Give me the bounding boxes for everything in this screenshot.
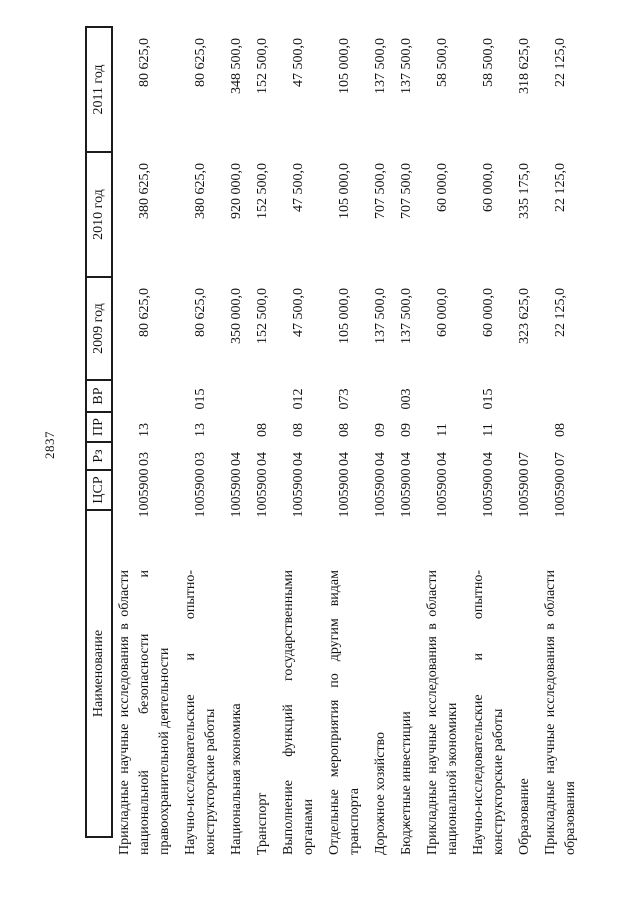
- row-2009-cell: 80 625,0: [193, 288, 208, 337]
- row-csr-cell: 1005900: [517, 468, 532, 518]
- row-vr-cell: 003: [399, 388, 414, 410]
- row-name-cell: Образование: [517, 778, 532, 855]
- row-2011-cell: 80 625,0: [137, 38, 152, 87]
- column-header-pr: ПР: [87, 413, 111, 443]
- row-2011-cell: 137 500,0: [399, 38, 414, 94]
- row-2009-cell: 137 500,0: [399, 288, 414, 344]
- row-rz-cell: 03: [137, 452, 152, 466]
- table-row: [469, 30, 509, 855]
- row-rz-cell: 04: [399, 452, 414, 466]
- table-row: [515, 30, 535, 855]
- row-pr-cell: 08: [553, 423, 568, 437]
- page-number: 2837: [42, 431, 57, 459]
- row-rz-cell: 04: [255, 452, 270, 466]
- row-2010-cell: 380 625,0: [193, 163, 208, 219]
- row-pr-cell: 11: [435, 423, 450, 437]
- row-2009-cell: 152 500,0: [255, 288, 270, 344]
- row-rz-cell: 04: [481, 452, 496, 466]
- row-2011-cell: 58 500,0: [481, 38, 496, 87]
- row-vr-cell: 012: [291, 388, 306, 410]
- row-2009-cell: 47 500,0: [291, 288, 306, 337]
- column-header-rz: Рз: [87, 443, 111, 471]
- row-name-cell: Бюджетные инвестиции: [399, 711, 414, 855]
- table-row: [253, 30, 273, 855]
- row-csr-cell: 1005900: [291, 468, 306, 518]
- row-pr-cell: 13: [137, 423, 152, 437]
- table-row: [397, 30, 417, 855]
- row-2010-cell: 335 175,0: [517, 163, 532, 219]
- table-header-row: [85, 26, 113, 838]
- table-row: [181, 30, 221, 855]
- row-2011-cell: 47 500,0: [291, 38, 306, 87]
- row-csr-cell: 1005900: [193, 468, 208, 518]
- row-rz-cell: 04: [337, 452, 352, 466]
- row-vr-cell: 015: [481, 388, 496, 410]
- row-2011-cell: 22 125,0: [553, 38, 568, 87]
- row-name-cell: Национальная экономика: [229, 703, 244, 855]
- table-row: [227, 30, 247, 855]
- row-pr-cell: 09: [373, 423, 388, 437]
- row-2009-cell: 22 125,0: [553, 288, 568, 337]
- table-row: [325, 30, 365, 855]
- table-row: [371, 30, 391, 855]
- table-row: [279, 30, 319, 855]
- row-csr-cell: 1005900: [373, 468, 388, 518]
- row-name-cell: Дорожное хозяйство: [373, 731, 388, 855]
- row-name-cell: Научно-исследовательские и опытно-конструкторские работы: [471, 570, 506, 855]
- row-rz-cell: 04: [373, 452, 388, 466]
- row-2010-cell: 22 125,0: [553, 163, 568, 212]
- row-name-cell: Прикладные научные исследования в области национальной безопасности и правоохранительной деятельности: [117, 570, 172, 855]
- row-2011-cell: 80 625,0: [193, 38, 208, 87]
- row-name-cell: Научно-исследовательские и опытно-конструкторские работы: [183, 570, 218, 855]
- row-2009-cell: 350 000,0: [229, 288, 244, 344]
- row-name-cell: Отдельные мероприятия по другим видам транспорта: [327, 570, 362, 855]
- row-pr-cell: 08: [337, 423, 352, 437]
- row-2010-cell: 380 625,0: [137, 163, 152, 219]
- row-name-cell: Прикладные научные исследования в области образования: [543, 570, 578, 855]
- row-vr-cell: 015: [193, 388, 208, 410]
- column-header-name: Наименование: [91, 629, 106, 718]
- row-csr-cell: 1005900: [435, 468, 450, 518]
- row-2010-cell: 60 000,0: [435, 163, 450, 212]
- row-name-cell: Транспорт: [255, 792, 270, 855]
- table-row: [115, 30, 175, 855]
- table-body: [115, 30, 587, 855]
- table-row: [541, 30, 581, 855]
- row-2010-cell: 60 000,0: [481, 163, 496, 212]
- row-2011-cell: 318 625,0: [517, 38, 532, 94]
- row-pr-cell: 09: [399, 423, 414, 437]
- row-2010-cell: 707 500,0: [399, 163, 414, 219]
- row-2009-cell: 80 625,0: [137, 288, 152, 337]
- row-csr-cell: 1005900: [481, 468, 496, 518]
- row-pr-cell: 11: [481, 423, 496, 437]
- row-rz-cell: 03: [193, 452, 208, 466]
- row-pr-cell: 08: [291, 423, 306, 437]
- row-csr-cell: 1005900: [337, 468, 352, 518]
- row-2011-cell: 58 500,0: [435, 38, 450, 87]
- row-2009-cell: 105 000,0: [337, 288, 352, 344]
- row-csr-cell: 1005900: [553, 468, 568, 518]
- row-csr-cell: 1005900: [137, 468, 152, 518]
- row-2010-cell: 105 000,0: [337, 163, 352, 219]
- row-csr-cell: 1005900: [229, 468, 244, 518]
- row-2009-cell: 60 000,0: [481, 288, 496, 337]
- row-rz-cell: 07: [553, 452, 568, 466]
- row-rz-cell: 04: [435, 452, 450, 466]
- row-name-cell: Прикладные научные исследования в области национальной экономики: [425, 570, 460, 855]
- row-2010-cell: 707 500,0: [373, 163, 388, 219]
- row-2011-cell: 105 000,0: [337, 38, 352, 94]
- row-pr-cell: 13: [193, 423, 208, 437]
- row-rz-cell: 07: [517, 452, 532, 466]
- column-header-csr: ЦСР: [87, 471, 111, 511]
- row-rz-cell: 04: [291, 452, 306, 466]
- row-2011-cell: 348 500,0: [229, 38, 244, 94]
- row-rz-cell: 04: [229, 452, 244, 466]
- column-header-2011: 2011 год: [87, 28, 111, 153]
- column-header-vr: ВР: [87, 381, 111, 413]
- row-csr-cell: 1005900: [399, 468, 414, 518]
- row-name-cell: Выполнение функций государственными органами: [281, 570, 316, 855]
- row-2010-cell: 920 000,0: [229, 163, 244, 219]
- row-2009-cell: 137 500,0: [373, 288, 388, 344]
- table-row: [423, 30, 463, 855]
- row-pr-cell: 08: [255, 423, 270, 437]
- row-2009-cell: 323 625,0: [517, 288, 532, 344]
- row-2009-cell: 60 000,0: [435, 288, 450, 337]
- row-2010-cell: 47 500,0: [291, 163, 306, 212]
- column-header-2009: 2009 год: [87, 278, 111, 381]
- row-2011-cell: 152 500,0: [255, 38, 270, 94]
- row-2010-cell: 152 500,0: [255, 163, 270, 219]
- row-vr-cell: 073: [337, 388, 352, 410]
- row-2011-cell: 137 500,0: [373, 38, 388, 94]
- row-csr-cell: 1005900: [255, 468, 270, 518]
- column-header-2010: 2010 год: [87, 153, 111, 278]
